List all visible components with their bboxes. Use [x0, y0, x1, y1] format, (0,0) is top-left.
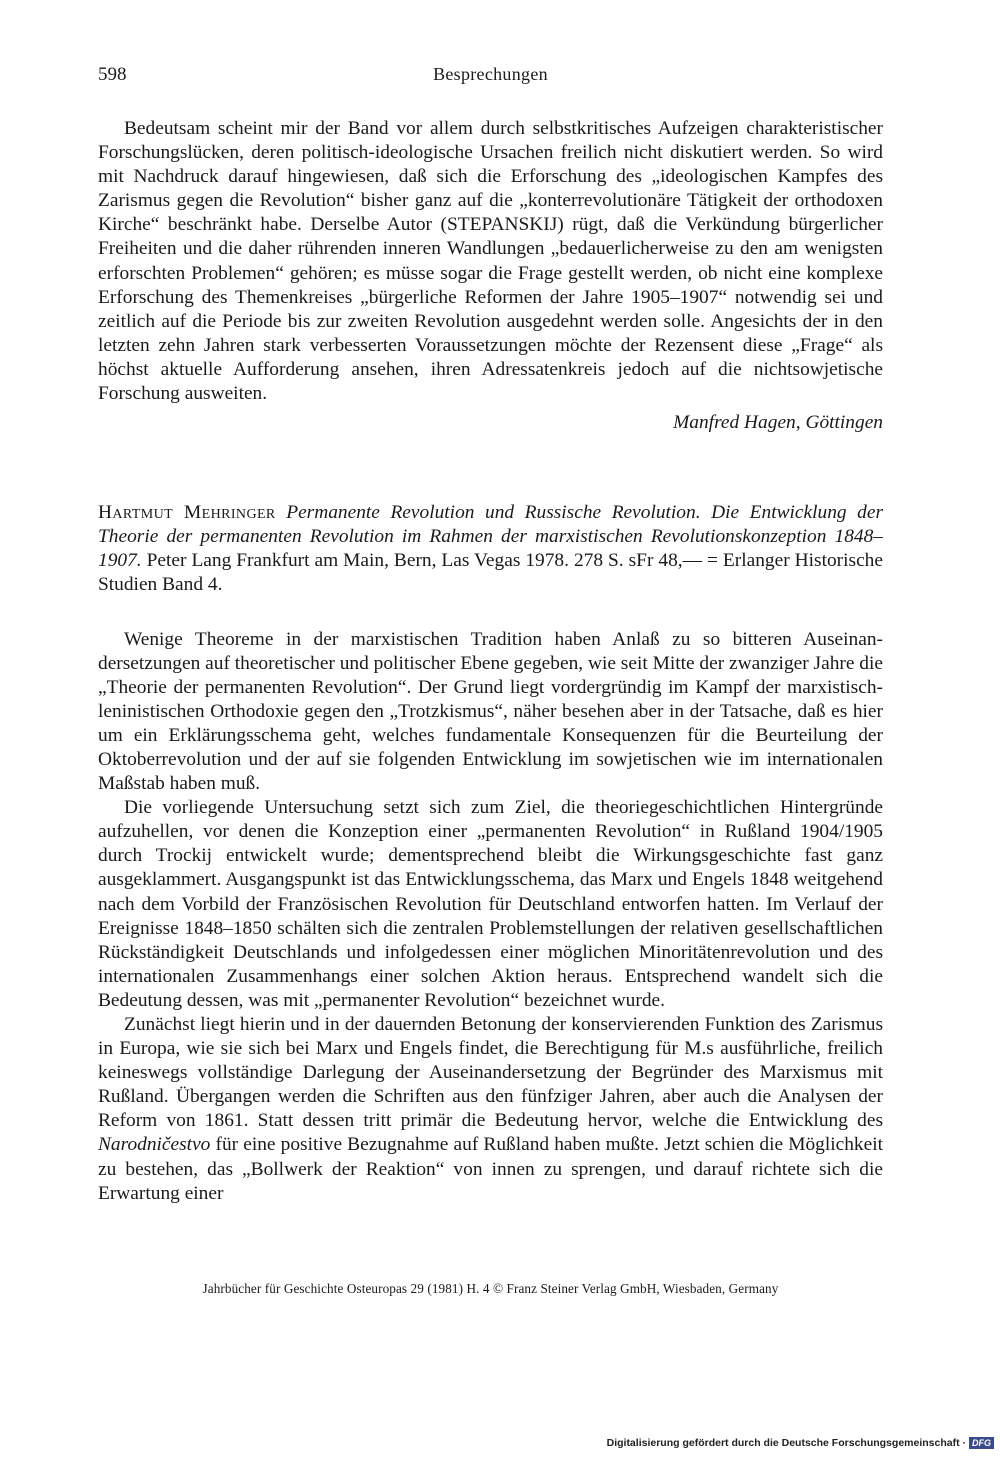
paragraph-text: Zunächst liegt hierin und in der dauernden Betonung der konservierenden Funktion des Zarismus in Europa, wie sie sich bei Marx und Engels findet, die Berechtigung für M.s ausführliche, freilich keineswegs vollständige Darlegung der Auseinandersetzung der Begründer des Marxismus mit Rußland. Übergangen werden die Schriften aus den fünfziger Jahren, aber auch die Analysen der Reform von 1861. Statt dessen tritt primär die Bedeutung hervor, welche die Entwicklung des: [98, 1014, 883, 1132]
review-body: [98, 628, 883, 1206]
review-paragraph: Die vorliegende Untersuchung setzt sich zum Ziel, die theoriegeschichtlichen Hintergründe aufzuhellen, vor denen die Konzeption einer „permanenten Revolution“ in Rußland 1904/1905 durch Trockij entwickelt wurde; dementsprechend bleibt die Wirkungsgeschichte fast ganz ausgeklammert. Ausgangspunkt ist das Entwicklungsschema, das Marx und Engels 1848 weitgehend nach dem Vorbild der Französischen Revolution für Deutschland entworfen hatten. Im Verlauf der Ereignisse 1848–1850 schälten sich die zentralen Problemstellungen der relativen gesellschaftlichen Rückständigkeit Deutschlands und infolgedessen einer möglichen Minoritätenrevolution und des internationalen Zusammenhangs einer solchen Aktion heraus. Entsprechend wandelt sich die Bedeutung dessen, was mit „permanenter Revolution“ bezeichnet wurde.: [98, 797, 883, 1011]
page-body: [98, 117, 883, 1206]
previous-review-paragraph: Bedeutsam scheint mir der Band vor allem durch selbstkritisches Aufzeigen charakteristischer Forschungslücken, deren politisch-ideologische Ursachen freilich nicht diskutiert werden. So wird mit Nachdruck darauf hingewiesen, daß sich die Erforschung des „ideologischen Kampfes des Zarismus gegen die Revolution“ bisher ganz auf die „konterrevolutionäre Tätigkeit der orthodoxen Kirche“ beschränkt habe. Derselbe Autor (STEPANSKIJ) rügt, daß die Verkündung bürgerlicher Freiheiten und die daher rührenden inneren Wandlungen „bedauerlicherweise zu den am wenigsten erforschten Problemen“ gehören; es müsse sogar die Frage gestellt werden, ob nicht eine komplexe Erforschung des Themenkreises „bürgerliche Reformen der Jahre 1905–1907“ notwendig sei und zeitlich auf die Periode bis zur zweiten Revolution ausgedehnt werden solle. Angesichts der in den letzten zehn Jahren stark verbesserten Voraussetzungen möchte der Rezensent diese „Frage“ als höchst aktuelle Aufforderung ansehen, ihren Adressatenkreis jedoch auf die nichtsowjetische Forschung ausweiten.: [98, 118, 883, 405]
page-number: 598: [98, 64, 127, 85]
book-title: Permanente Revolution und Russische Revolution. Die Entwicklung der Theorie der permanenten Revolution im Rahmen der marxistischen Revolutionskonzeption 1848–1907.: [98, 502, 883, 572]
review-paragraph: Wenige Theoreme in der marxistischen Tradition haben Anlaß zu so bitteren Auseinandersetzungen auf theoretischer und politischer Ebene gegeben, wie seit Mitte der zwanziger Jahre die „Theorie der permanenten Revolution“. Der Grund liegt vordergründig im Kampf der marxistisch-leninistischen Orthodoxie gegen den „Trotzkismus“, näher besehen aber in der Tatsache, daß es hier um ein Erklärungsschema geht, welches fundamentale Konsequenzen für die Beurteilung der Oktoberrevolution und der auf sie folgenden Entwicklung im sowjetischen wie im internationalen Maßstab haben muß.: [98, 628, 883, 795]
digitization-note: [607, 1437, 994, 1449]
digitization-text: Digitalisierung gefördert durch die Deutsche Forschungsgemeinschaft ·: [606, 1437, 966, 1449]
publication-details: Peter Lang Frankfurt am Main, Bern, Las Vegas 1978. 278 S. sFr 48,— = Erlanger Historische Studien Band 4.: [98, 550, 883, 596]
review-paragraph: [98, 1013, 883, 1206]
dfg-logo-icon: DFG: [969, 1437, 994, 1449]
running-title: Besprechungen: [433, 64, 548, 84]
book-author: Hartmut Mehringer: [98, 502, 276, 524]
review-bibliographic-heading: [98, 501, 883, 597]
journal-citation-footer: Jahrbücher für Geschichte Osteuropas 29 (1981) H. 4 © Franz Steiner Verlag GmbH, Wiesbaden, Germany: [202, 1281, 779, 1296]
reviewer-signature: Manfred Hagen, Göttingen: [673, 412, 883, 434]
italic-term: Narodničestvo: [98, 1134, 211, 1156]
paragraph-text: für eine positive Bezugnahme auf Rußland haben mußte. Jetzt schien die Möglichkeit zu bestehen, das „Bollwerk der Reaktion“ von innen zu sprengen, und darauf richtete sich die Erwartung einer: [98, 1134, 883, 1204]
page-header: [98, 64, 883, 98]
